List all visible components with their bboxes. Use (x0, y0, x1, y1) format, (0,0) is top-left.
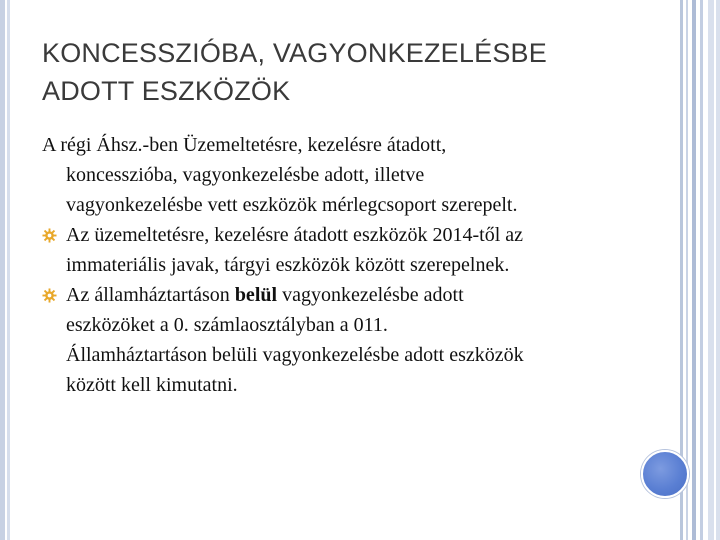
bullet-2-line-2: eszközöket a 0. számlaosztályban a 011. (66, 314, 388, 336)
bullet-1-line-1: Az üzemeltetésre, kezelésre átadott eszközök 2014-től az (66, 224, 524, 246)
slide-body (42, 130, 642, 400)
bullet-2-line-1-pre: Az államháztartáson (66, 284, 235, 306)
slide-title-line-2: ADOTT ESZKÖZÖK (42, 76, 291, 106)
decorative-circle-icon (641, 450, 689, 498)
left-decorative-bar (0, 0, 10, 540)
bullet-2-line-1-post: vagyonkezelésbe adott (277, 284, 464, 306)
right-decorative-stripe (700, 0, 703, 540)
intro-line-2: koncesszióba, vagyonkezelésbe adott, illetve (66, 164, 425, 186)
bullet-1-line-2: immateriális javak, tárgyi eszközök között szerepelnek. (66, 254, 510, 276)
slide-title-line-1: KONCESSZIÓBA, VAGYONKEZELÉSBE (42, 38, 547, 68)
bullet-item-1 (42, 220, 642, 280)
bullet-2-line-3: Államháztartáson belüli vagyonkezelésbe adott eszközök (66, 344, 524, 366)
bullet-2-line-1 (42, 280, 642, 310)
intro-line-1: A régi Áhsz.-ben Üzemeltetésre, kezelésre átadott, (42, 134, 447, 156)
intro-line-3: vagyonkezelésbe vett eszközök mérlegcsoport szerepelt. (66, 194, 518, 216)
right-decorative-stripe (692, 0, 696, 540)
bullet-item-2 (42, 280, 642, 400)
gear-bullet-icon (42, 228, 57, 243)
right-decorative-stripe (714, 0, 716, 540)
slide-title (42, 34, 642, 110)
right-decorative-stripe (686, 0, 688, 540)
gear-bullet-icon (42, 288, 57, 303)
bullet-2-emphasis: belül (234, 284, 278, 306)
bullet-2-line-4: között kell kimutatni. (66, 374, 238, 396)
intro-paragraph (42, 130, 642, 220)
